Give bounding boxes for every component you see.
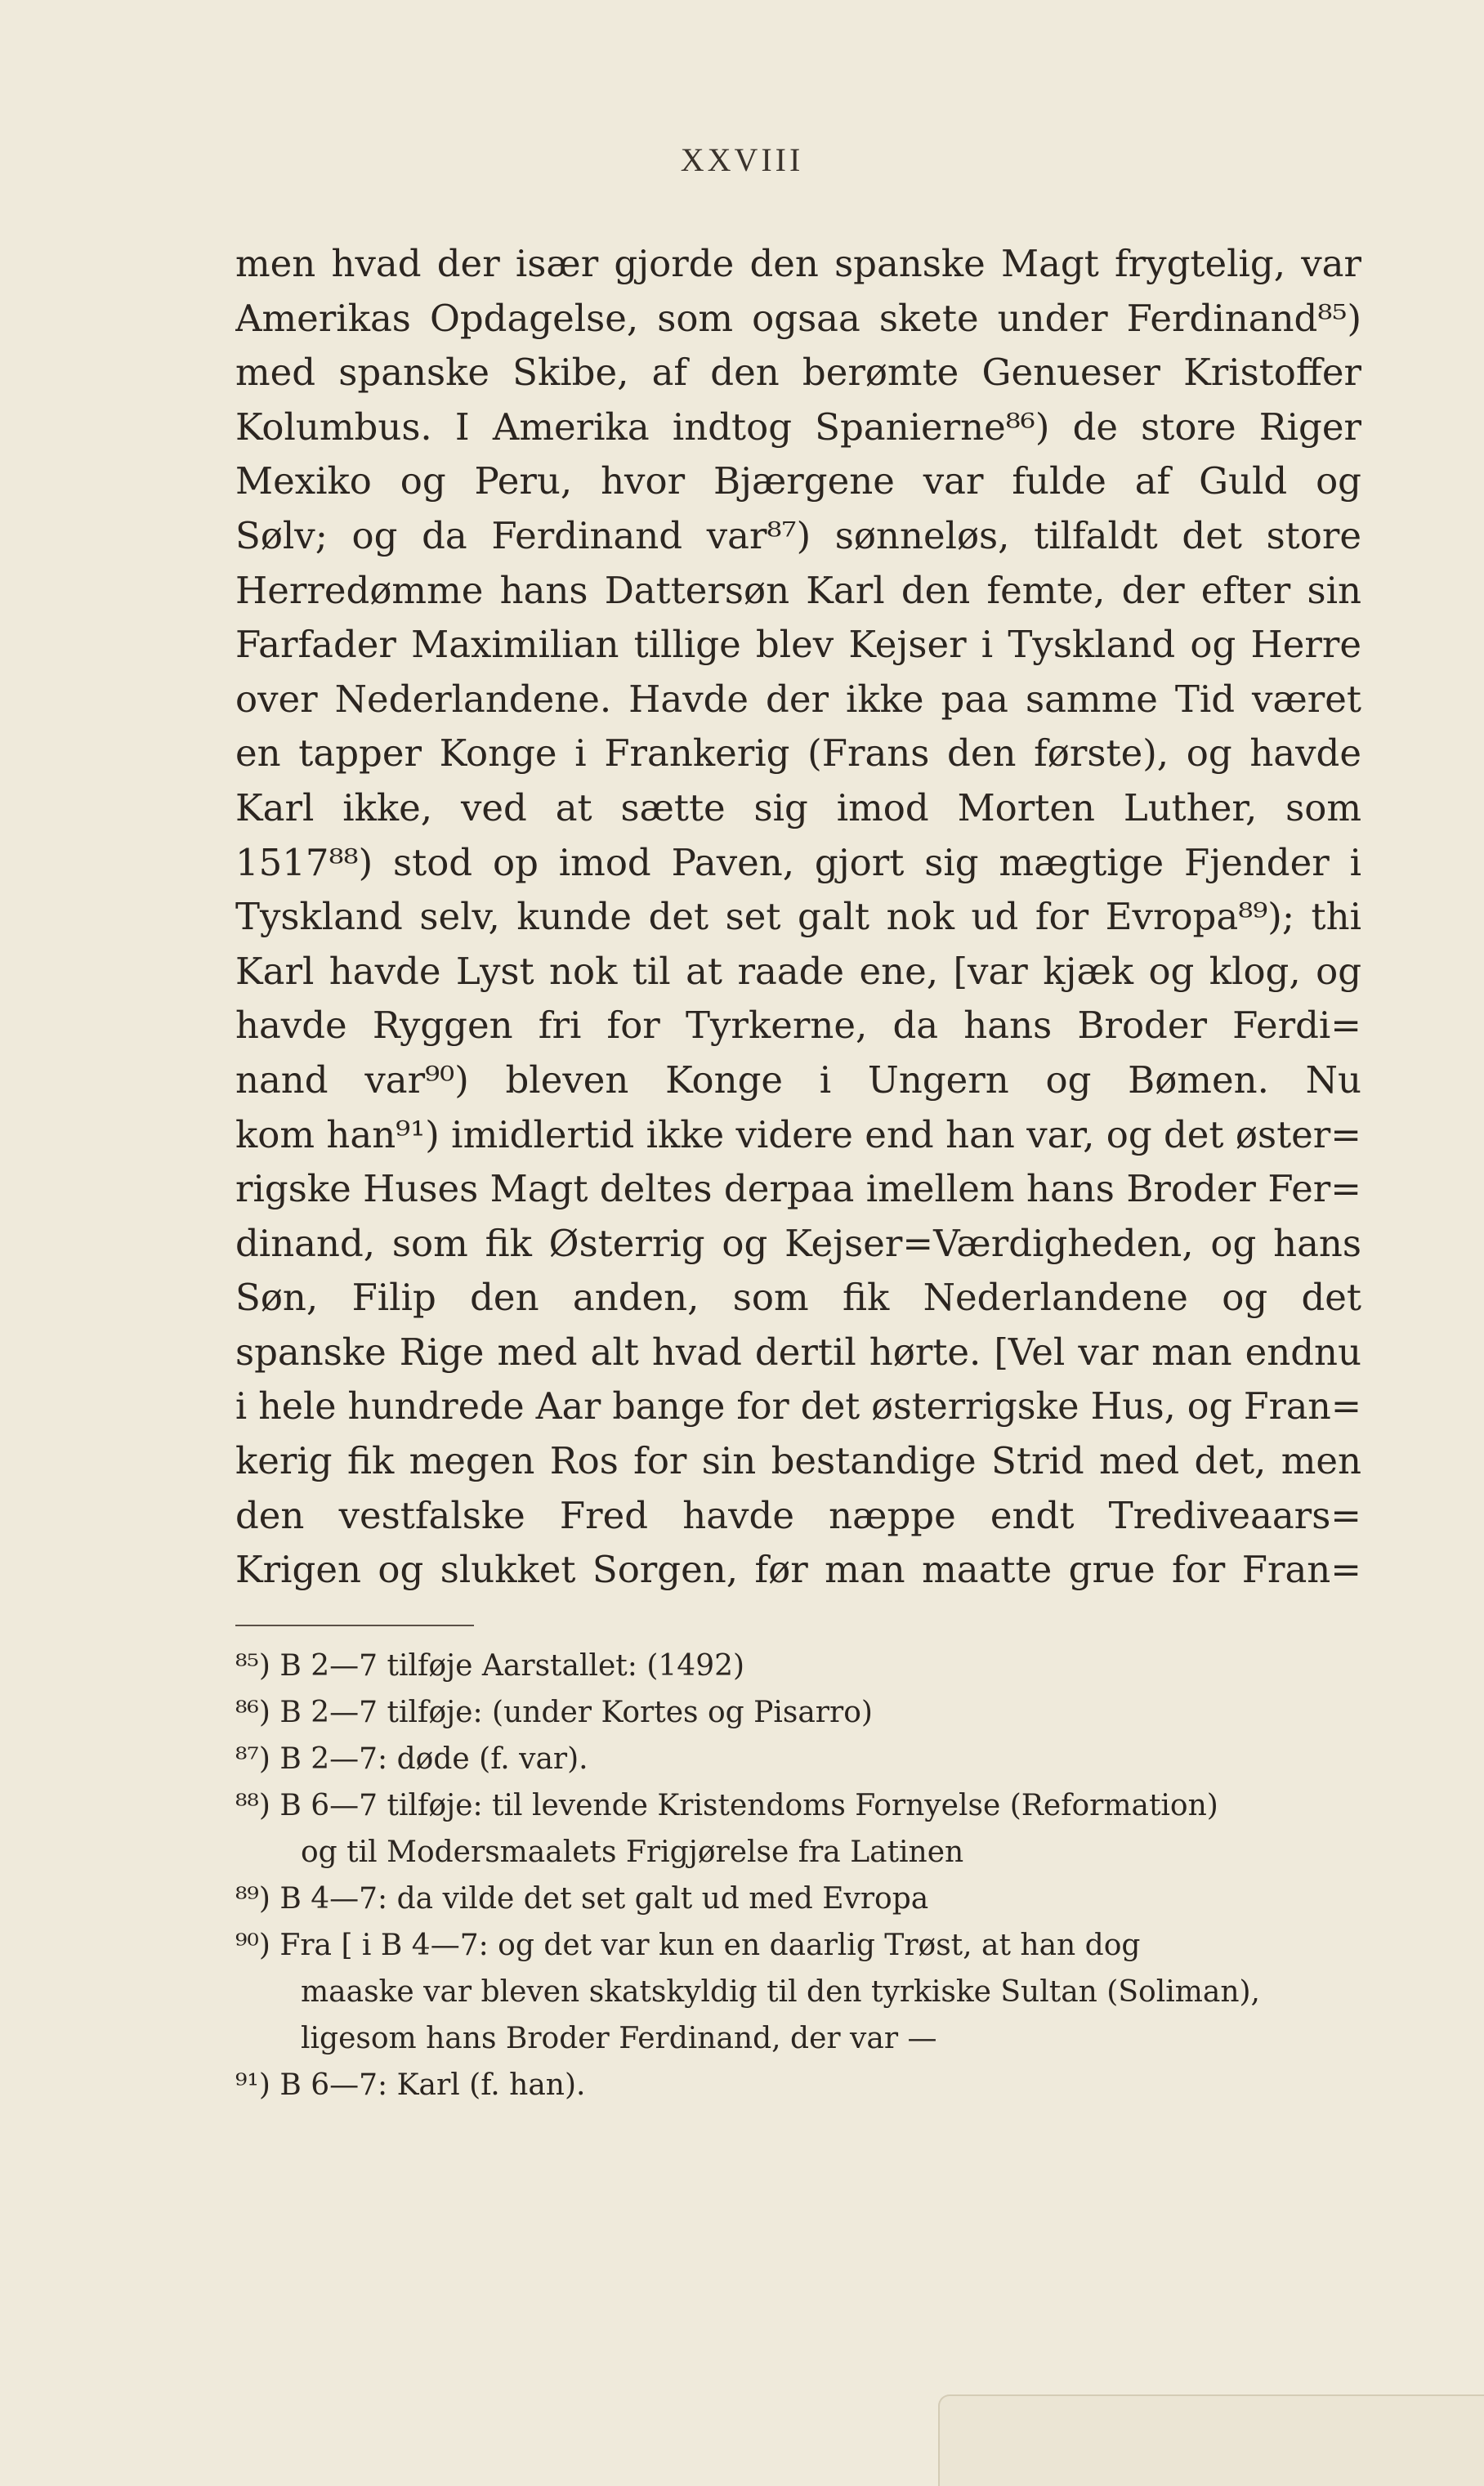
text-line xyxy=(235,1489,1361,1544)
text-line-content: over Nederlandene. Havde der ikke paa samme Tid været xyxy=(235,677,1361,721)
text-line-content: Amerikas Opdagelse, som ogsaa skete under Ferdinand⁸⁵) xyxy=(235,296,1361,340)
text-line xyxy=(235,1326,1361,1380)
text-line-content: kerig fik megen Ros for sin bestandige Strid med det, men xyxy=(235,1439,1361,1483)
text-line xyxy=(235,564,1361,619)
text-line-content: med spanske Skibe, af den berømte Genueser Kristoffer xyxy=(235,351,1361,395)
text-line xyxy=(235,836,1361,891)
footnote: ⁸⁶) B 2—7 tilføje: (under Kortes og Pisarro) xyxy=(235,1696,873,1729)
footnote: ⁸⁵) B 2—7 tilføje Aarstallet: (1492) xyxy=(235,1649,745,1683)
text-line-content: Mexiko og Peru, hvor Bjærgene var fulde af Guld og xyxy=(235,459,1361,503)
footnote: ⁸⁹) B 4—7: da vilde det set galt ud med Evropa xyxy=(235,1882,929,1916)
text-line xyxy=(235,1271,1361,1326)
footnote-continuation: og til Modersmaalets Frigjørelse fra Latinen xyxy=(301,1835,964,1869)
page-number: XXVIII xyxy=(680,141,804,178)
text-line xyxy=(235,1053,1361,1108)
footnote: ⁹¹) B 6—7: Karl (f. han). xyxy=(235,2068,586,2102)
text-line xyxy=(235,1162,1361,1217)
text-line xyxy=(235,1434,1361,1489)
text-line xyxy=(235,727,1361,781)
text-line-content: 1517⁸⁸) stod op imod Paven, gjort sig mægtige Fjender i xyxy=(235,840,1361,884)
text-line-content: rigske Huses Magt deltes derpaa imellem hans Broder Fer= xyxy=(235,1167,1361,1211)
text-line xyxy=(235,890,1361,945)
text-line-content: i hele hundrede Aar bange for det østerrigske Hus, og Fran= xyxy=(235,1384,1361,1429)
text-line xyxy=(235,1217,1361,1272)
text-line-content: men hvad der især gjorde den spanske Magt frygtelig, var xyxy=(235,242,1361,285)
text-line-content: Farfader Maximilian tillige blev Kejser i Tyskland og Herre xyxy=(235,623,1361,667)
text-line-content: kom han⁹¹) imidlertid ikke videre end han var, og det øster= xyxy=(235,1112,1361,1156)
text-line xyxy=(235,454,1361,509)
text-line-content: Kolumbus. I Amerika indtog Spanierne⁸⁶) de store Riger xyxy=(235,405,1361,449)
text-line-content: Sølv; og da Ferdinand var⁸⁷) sønneløs, tilfaldt det store xyxy=(235,513,1361,557)
text-line-content: spanske Rige med alt hvad dertil hørte. [Vel var man endnu xyxy=(235,1330,1361,1374)
text-line xyxy=(235,618,1361,673)
text-line xyxy=(235,400,1361,455)
text-line xyxy=(235,346,1361,400)
footnote-divider xyxy=(235,1625,474,1626)
text-line xyxy=(235,1108,1361,1163)
footnote-continuation: ligesom hans Broder Ferdinand, der var — xyxy=(301,2022,937,2055)
text-line-content: Krigen og slukket Sorgen, før man maatte grue for Fran= xyxy=(235,1548,1361,1592)
text-line-content: Tyskland selv, kunde det set galt nok ud for Evropa⁸⁹); thi xyxy=(235,895,1361,939)
text-line-content: Karl ikke, ved at sætte sig imod Morten Luther, som xyxy=(235,785,1361,829)
text-line xyxy=(235,781,1361,836)
text-line-content: Herredømme hans Dattersøn Karl den femte, der efter sin xyxy=(235,568,1361,612)
text-line-content: en tapper Konge i Frankerig (Frans den første), og havde xyxy=(235,731,1361,776)
footnotes xyxy=(235,1643,1361,2108)
text-line-content: den vestfalske Fred havde næppe endt Trediveaars= xyxy=(235,1493,1361,1537)
text-line-content: Søn, Filip den anden, som fik Nederlandene og det xyxy=(235,1276,1361,1320)
footnote: ⁸⁸) B 6—7 tilføje: til levende Kristendoms Fornyelse (Reformation) xyxy=(235,1789,1218,1822)
page-edge-shadow xyxy=(938,2394,1484,2486)
text-line-content: Karl havde Lyst nok til at raade ene, [var kjæk og klog, og xyxy=(235,949,1361,993)
text-line-content: havde Ryggen fri for Tyrkerne, da hans Broder Ferdi= xyxy=(235,1004,1361,1048)
text-line-content: nand var⁹⁰) bleven Konge i Ungern og Bømen. Nu xyxy=(235,1057,1361,1102)
footnote-continuation: maaske var bleven skatskyldig til den tyrkiske Sultan (Soliman), xyxy=(301,1975,1260,2009)
text-line xyxy=(235,999,1361,1053)
text-line-content: dinand, som fik Østerrig og Kejser=Værdigheden, og hans xyxy=(235,1221,1361,1265)
text-line xyxy=(235,945,1361,999)
text-line xyxy=(235,673,1361,727)
footnote: ⁹⁰) Fra [ i B 4—7: og det var kun en daarlig Trøst, at han dog xyxy=(235,1929,1141,1962)
text-line xyxy=(235,237,1361,292)
text-line xyxy=(235,1379,1361,1434)
text-line xyxy=(235,1543,1361,1598)
text-line xyxy=(235,292,1361,347)
footnote: ⁸⁷) B 2—7: døde (f. var). xyxy=(235,1742,588,1776)
main-text xyxy=(235,237,1361,1598)
text-line xyxy=(235,509,1361,564)
